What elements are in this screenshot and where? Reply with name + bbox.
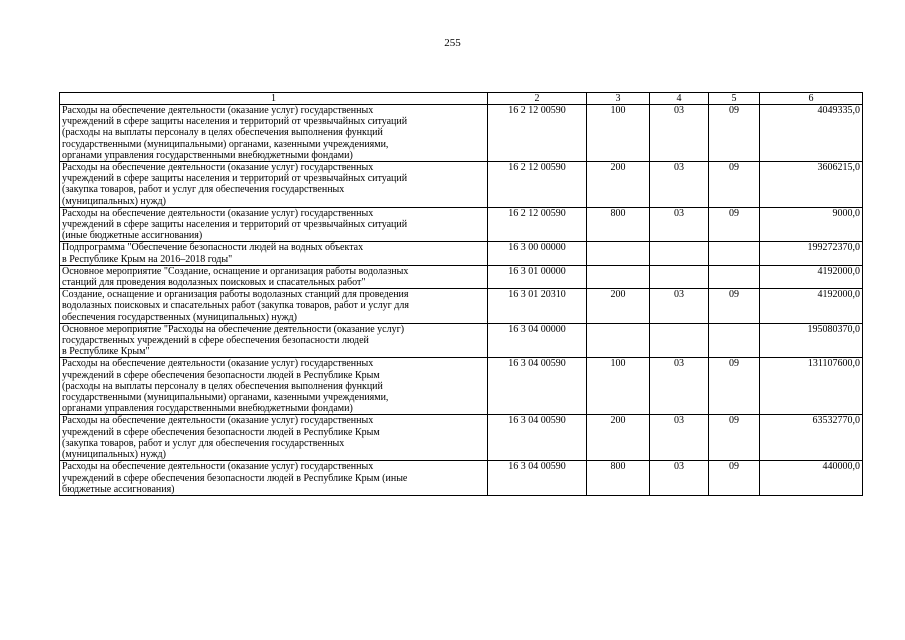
row-description: Основное мероприятие "Создание, оснащение и организация работы водолазных станций для проведения водолазных поисковых и спасательных работ" (60, 265, 488, 288)
expense-type-code: 100 (587, 358, 650, 415)
budget-code: 16 2 12 00590 (488, 162, 587, 208)
expense-type-code: 800 (587, 461, 650, 496)
amount: 3606215,0 (760, 162, 863, 208)
section-code: 03 (650, 289, 709, 324)
amount: 131107600,0 (760, 358, 863, 415)
subsection-code: 09 (709, 207, 760, 242)
row-description: Расходы на обеспечение деятельности (оказание услуг) государственных учреждений в сфере обеспечения безопасности людей в Республике Крым (иные бюджетные ассигнования) (60, 461, 488, 496)
row-description: Расходы на обеспечение деятельности (оказание услуг) государственных учреждений в сфере обеспечения безопасности людей в Республике Крым (расходы на выплаты персоналу в целях обеспечения выполнения функций государственными (муниципальными) органами, казенными учреждениями, органами управления государственными внебюджетными фондами) (60, 358, 488, 415)
budget-code: 16 3 04 00590 (488, 415, 587, 461)
column-header-row (60, 93, 863, 105)
amount: 4192000,0 (760, 265, 863, 288)
subsection-code: 09 (709, 415, 760, 461)
budget-code: 16 2 12 00590 (488, 207, 587, 242)
subsection-code: 09 (709, 289, 760, 324)
section-code (650, 265, 709, 288)
subsection-code: 09 (709, 358, 760, 415)
column-header: 5 (709, 93, 760, 105)
row-description: Расходы на обеспечение деятельности (оказание услуг) государственных учреждений в сфере защиты населения и территорий от чрезвычайных ситуаций (закупка товаров, работ и услуг для обеспечения государственных (муниципальных) нужд) (60, 162, 488, 208)
column-header: 4 (650, 93, 709, 105)
table-row (60, 323, 863, 358)
budget-table (59, 92, 863, 496)
row-description: Расходы на обеспечение деятельности (оказание услуг) государственных учреждений в сфере защиты населения и территорий от чрезвычайных ситуаций (иные бюджетные ассигнования) (60, 207, 488, 242)
expense-type-code (587, 265, 650, 288)
row-description: Подпрограмма "Обеспечение безопасности людей на водных объектах в Республике Крым на 2016–2018 годы" (60, 242, 488, 265)
amount: 195080370,0 (760, 323, 863, 358)
section-code: 03 (650, 461, 709, 496)
expense-type-code: 100 (587, 105, 650, 162)
subsection-code: 09 (709, 105, 760, 162)
table-row (60, 242, 863, 265)
column-header: 3 (587, 93, 650, 105)
expense-type-code (587, 242, 650, 265)
expense-type-code: 200 (587, 162, 650, 208)
row-description: Расходы на обеспечение деятельности (оказание услуг) государственных учреждений в сфере защиты населения и территорий от чрезвычайных ситуаций (расходы на выплаты персоналу в целях обеспечения выполнения функций государственными (муниципальными) органами, казенными учреждениями, органами управления государственными внебюджетными фондами) (60, 105, 488, 162)
amount: 9000,0 (760, 207, 863, 242)
page-number: 255 (444, 37, 461, 49)
subsection-code: 09 (709, 162, 760, 208)
table-row (60, 358, 863, 415)
row-description: Создание, оснащение и организация работы водолазных станций для проведения водолазных поисковых и спасательных работ (закупка товаров, работ и услуг для обеспечения государственных (муниципальных) нужд) (60, 289, 488, 324)
table-row (60, 415, 863, 461)
budget-code: 16 3 00 00000 (488, 242, 587, 265)
table-row (60, 105, 863, 162)
subsection-code (709, 265, 760, 288)
row-description: Основное мероприятие "Расходы на обеспечение деятельности (оказание услуг) государственных учреждений в сфере обеспечения безопасности людей в Республике Крым" (60, 323, 488, 358)
amount: 63532770,0 (760, 415, 863, 461)
table-row (60, 289, 863, 324)
table-row (60, 207, 863, 242)
budget-code: 16 2 12 00590 (488, 105, 587, 162)
budget-code: 16 3 01 20310 (488, 289, 587, 324)
column-header: 1 (60, 93, 488, 105)
column-header: 6 (760, 93, 863, 105)
expense-type-code (587, 323, 650, 358)
row-description: Расходы на обеспечение деятельности (оказание услуг) государственных учреждений в сфере обеспечения безопасности людей в Республике Крым (закупка товаров, работ и услуг для обеспечения государственных (муниципальных) нужд) (60, 415, 488, 461)
expense-type-code: 200 (587, 415, 650, 461)
budget-code: 16 3 04 00590 (488, 358, 587, 415)
subsection-code (709, 323, 760, 358)
amount: 4049335,0 (760, 105, 863, 162)
amount: 199272370,0 (760, 242, 863, 265)
section-code (650, 323, 709, 358)
amount: 4192000,0 (760, 289, 863, 324)
amount: 440000,0 (760, 461, 863, 496)
section-code: 03 (650, 207, 709, 242)
column-header: 2 (488, 93, 587, 105)
table-row (60, 265, 863, 288)
table-row (60, 162, 863, 208)
expense-type-code: 800 (587, 207, 650, 242)
section-code (650, 242, 709, 265)
budget-code: 16 3 04 00590 (488, 461, 587, 496)
budget-code: 16 3 01 00000 (488, 265, 587, 288)
section-code: 03 (650, 105, 709, 162)
section-code: 03 (650, 162, 709, 208)
section-code: 03 (650, 415, 709, 461)
subsection-code (709, 242, 760, 265)
section-code: 03 (650, 358, 709, 415)
table-row (60, 461, 863, 496)
subsection-code: 09 (709, 461, 760, 496)
budget-code: 16 3 04 00000 (488, 323, 587, 358)
expense-type-code: 200 (587, 289, 650, 324)
